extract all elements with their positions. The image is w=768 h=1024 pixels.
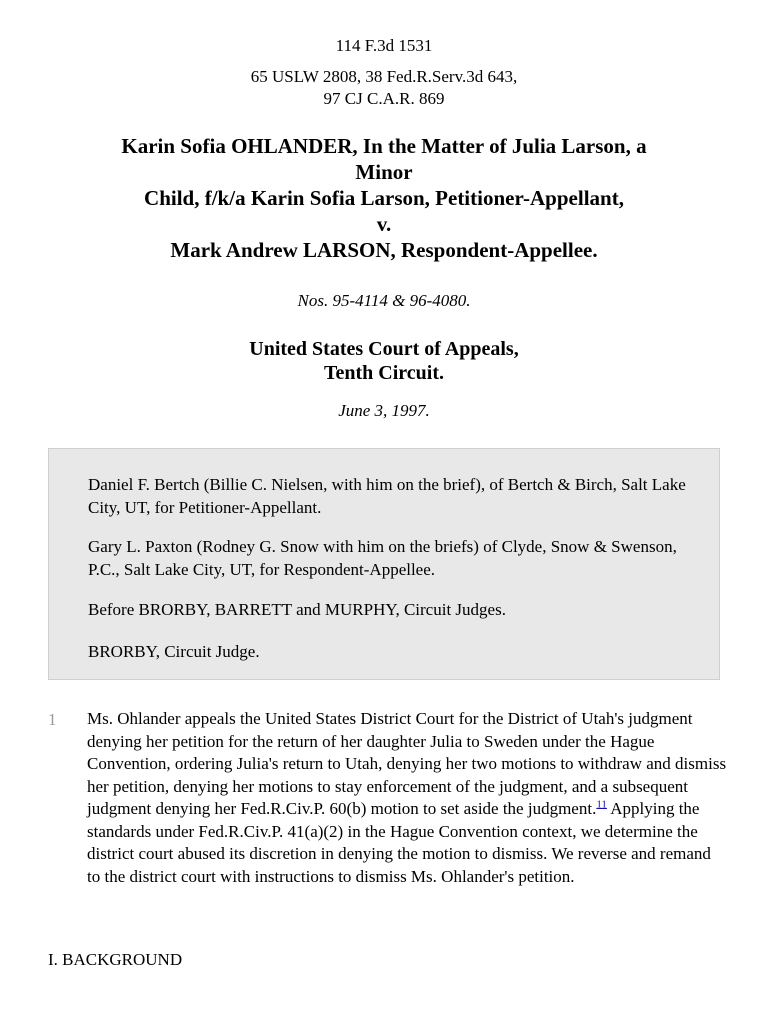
citation-secondary-line1: 65 USLW 2808, 38 Fed.R.Serv.3d 643,: [250, 67, 518, 86]
case-title-line3: Child, f/k/a Karin Sofia Larson, Petitioner-Appellant,: [144, 186, 624, 210]
citation-secondary: [0, 66, 768, 110]
case-title-line1: Karin Sofia OHLANDER, In the Matter of Julia Larson, a: [121, 134, 647, 158]
court-name-line1: United States Court of Appeals,: [249, 338, 519, 360]
judges-panel: Before BRORBY, BARRETT and MURPHY, Circuit Judges.: [88, 600, 506, 619]
citation-primary: 114 F.3d 1531: [335, 36, 433, 55]
citation-secondary-line2: 97 CJ C.A.R. 869: [323, 89, 445, 108]
case-title: [40, 133, 728, 263]
paragraph-number: 1: [48, 710, 57, 729]
decision-date: June 3, 1997.: [338, 401, 430, 420]
opinion-author: BRORBY, Circuit Judge.: [88, 642, 260, 661]
case-title-line5: Mark Andrew LARSON, Respondent-Appellee.: [170, 238, 598, 262]
counsel-appellant: Daniel F. Bertch (Billie C. Nielsen, with him on the brief), of Bertch & Birch, Salt Lake City, UT, for Petitioner-Appellant.: [88, 475, 686, 517]
paragraph-text-part1: Ms. Ohlander appeals the United States District Court for the District of Utah's judgment denying her petition for the return of her daughter Julia to Sweden under the Hague Convention, ordering Julia's return to Utah, denying her two motions to withdraw and dismiss her petition, denying her motions to stay enforcement of the judgment, and a subsequent judgment denying her Fed.R.Civ.P. 60(b) motion to set aside the judgment.: [87, 709, 727, 818]
counsel-appellee: Gary L. Paxton (Rodney G. Snow with him on the briefs) of Clyde, Snow & Swenson, P.C., Salt Lake City, UT, for Respondent-Appellee.: [88, 537, 677, 579]
court-name-line2: Tenth Circuit.: [323, 362, 445, 384]
paragraph-text-part2: Applying the standards under Fed.R.Civ.P. 41(a)(2) in the Hague Convention context, we determine the district court abused its discretion in denying the motion to dismiss. We reverse and remand to the district court with instructions to dismiss Ms. Ohlander's petition.: [87, 799, 711, 886]
case-title-line2: Minor: [355, 160, 413, 184]
court-name: [0, 337, 768, 385]
case-title-line4: v.: [376, 212, 392, 236]
section-heading: I. BACKGROUND: [48, 950, 183, 969]
footnote-link[interactable]: 11: [596, 798, 607, 811]
counsel-box: [48, 448, 720, 680]
docket-numbers: Nos. 95-4114 & 96-4080.: [297, 291, 471, 310]
opinion-paragraph: [87, 708, 727, 888]
